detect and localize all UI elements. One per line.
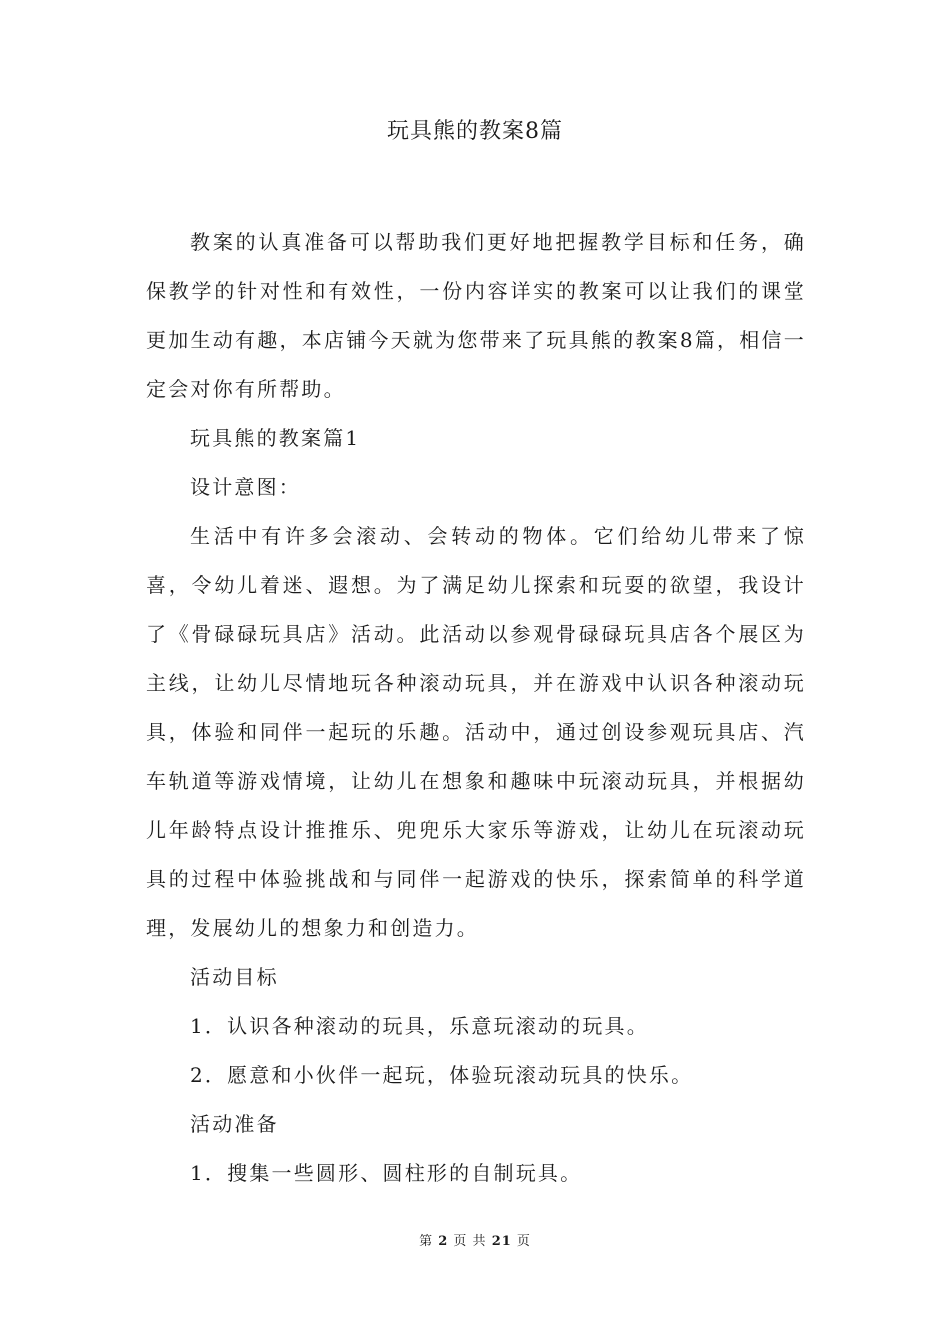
goal-item-1: 1．认识各种滚动的玩具，乐意玩滚动的玩具。 [190,1014,649,1038]
design-intent-paragraph: 生活中有许多会滚动、会转动的物体。它们给幼儿带来了惊喜，令幼儿着迷、遐想。为了满足幼儿探索和玩耍的欲望，我设计了《骨碌碌玩具店》活动。此活动以参观骨碌碌玩具店各个展区为主线，让幼儿尽情地玩各种滚动玩具，并在游戏中认识各种滚动玩具，体验和同伴一起玩的乐趣。活动中，通过创设参观玩具店、汽车轨道等游戏情境，让幼儿在想象和趣味中玩滚动玩具，并根据幼儿年龄特点设计推推乐、兜兜乐大家乐等游戏，让幼儿在玩滚动玩具的过程中体验挑战和与同伴一起游戏的快乐，探索简单的科学道理，发展幼儿的想象力和创造力。 [146,524,806,940]
footer-prefix: 第 [419,1234,434,1249]
subheading-activity-goals: 活动目标 [190,965,279,989]
subheading-design-intent: 设计意图： [190,475,301,499]
document-title: 玩具熊的教案8篇 [387,119,563,144]
intro-paragraph: 教案的认真准备可以帮助我们更好地把握教学目标和任务，确保教学的针对性和有效性，一份内容详实的教案可以让我们的课堂更加生动有趣，本店铺今天就为您带来了玩具熊的教案8篇，相信一定会对你有所帮助。 [146,230,806,401]
footer-middle: 页 共 [453,1234,487,1249]
goal-item-2: 2．愿意和小伙伴一起玩，体验玩滚动玩具的快乐。 [190,1063,694,1087]
section-heading: 玩具熊的教案篇1 [190,426,361,450]
document-body [146,218,806,1198]
footer-current-page: 2 [438,1234,449,1249]
footer-suffix: 页 [516,1234,531,1249]
subheading-activity-preparation: 活动准备 [190,1112,279,1136]
preparation-item-1: 1．搜集一些圆形、圆柱形的自制玩具。 [190,1161,583,1185]
footer-total-pages: 21 [491,1234,512,1249]
page-footer [0,1232,950,1252]
